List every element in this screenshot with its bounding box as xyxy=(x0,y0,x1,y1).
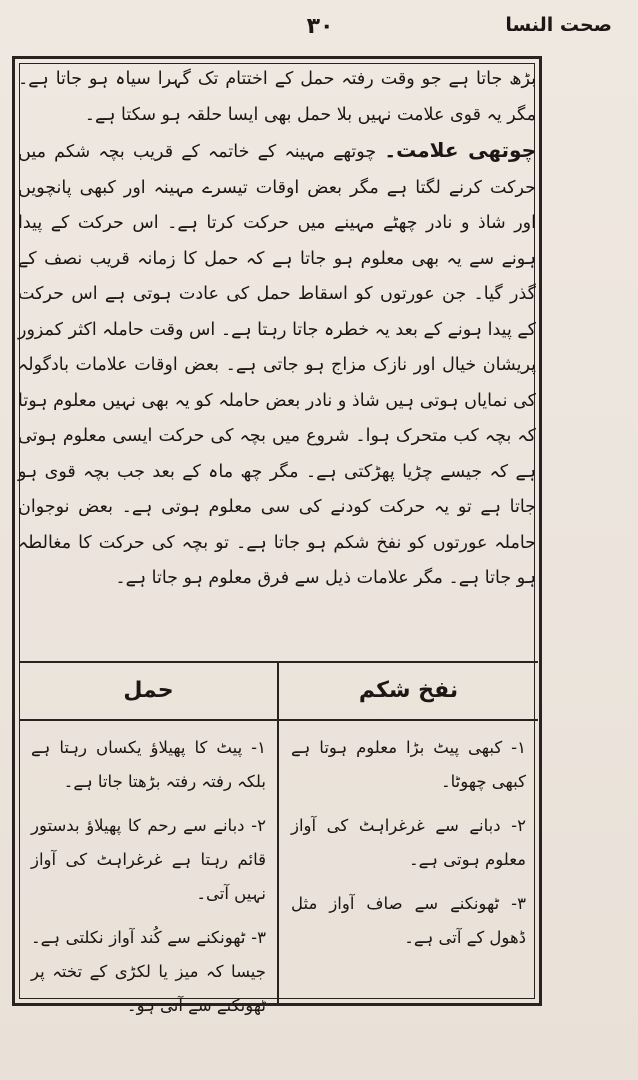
list-item: ۳- ٹھونکنے سے کُند آواز نکلتی ہے۔ جیسا کہ میز یا لکڑی کے تختہ پر ٹھونکنے سے آتی ہو۔ xyxy=(31,928,266,1015)
column-header: نفخ شکم xyxy=(279,663,538,721)
paragraph: چوتھے مہینہ کے خاتمہ کے قریب بچہ شکم میں حرکت کرنے لگتا ہے مگر بعض اوقات تیسرے مہینہ اور کبھی پانچویں اور شاذ و نادر چھٹے مہینے میں حرکت کرتا ہے۔ اس حرکت کے پیدا ہونے سے یہ بھی معلوم ہو جاتا ہے کہ حمل کا زمانہ قریب نصف کے گذر گیا۔ جن عورتوں کو اسقاط حمل کی عادت ہوتی ہے اس حرکت کے پیدا ہونے کے بعد یہ خطرہ جاتا رہتا ہے۔ اس وقت حاملہ اکثر کمزور پریشان خیال اور نازک مزاج ہو جاتی ہے۔ بعض اوقات علامات بادگولہ کی نمایاں ہوتی ہیں شاذ و نادر بعض حاملہ کو یہ بھی نہیں معلوم ہوتا کہ بچہ کب متحرک ہوا۔ شروع میں بچہ کی حرکت ایسی معلوم ہوتی ہے کہ جیسے چڑیا پھڑکتی ہے۔ مگر چھ ماہ کے بعد جب بچہ قوی ہو جاتا ہے تو یہ حرکت کودنے کی سی معلوم ہوتی ہے۔ بعض نوجوان حاملہ عورتوں کو نفخ شکم ہو جاتا ہے۔ تو بچہ کی حرکت کا مغالطہ ہو جاتا ہے۔ مگر علامات ذیل سے فرق معلوم ہو جاتا ہے۔ xyxy=(18,142,536,588)
list-item: ۱- پیٹ کا پھیلاؤ یکساں رہتا ہے بلکہ رفتہ رفتہ بڑھتا جاتا ہے۔ xyxy=(31,738,266,791)
column-body xyxy=(19,721,278,1023)
paragraph-with-heading xyxy=(18,133,536,597)
comparison-table xyxy=(19,661,538,1015)
list-item: ۱- کبھی پیٹ بڑا معلوم ہوتا ہے کبھی چھوٹا۔ xyxy=(291,738,526,791)
page-number: ۳۰ xyxy=(306,14,334,39)
list-item: ۳- ٹھونکنے سے صاف آواز مثل ڈھول کے آتی ہے۔ xyxy=(291,894,526,947)
section-heading: چوتھی علامت۔ xyxy=(384,138,537,162)
body-text xyxy=(18,62,536,597)
list-item: ۲- دبانے سے غرغراہٹ کی آواز معلوم ہوتی ہے۔ xyxy=(291,816,526,869)
column-body xyxy=(279,721,538,955)
column-nafkh-shikam xyxy=(277,663,538,1003)
page-header xyxy=(0,8,638,48)
running-title: صحت النسا xyxy=(505,14,612,36)
list-item: ۲- دبانے سے رحم کا پھیلاؤ بدستور قائم رہتا ہے غرغراہٹ کی آواز نہیں آتی۔ xyxy=(31,816,266,903)
column-header: حمل xyxy=(19,663,278,721)
paragraph: بڑھ جاتا ہے جو وقت رفتہ حمل کے اختتام تک گہرا سیاہ ہو جاتا ہے۔ مگر یہ قوی علامت نہیں بلا حمل بھی ایسا حلقہ ہو سکتا ہے۔ xyxy=(18,69,536,125)
column-hamal xyxy=(19,663,278,1015)
